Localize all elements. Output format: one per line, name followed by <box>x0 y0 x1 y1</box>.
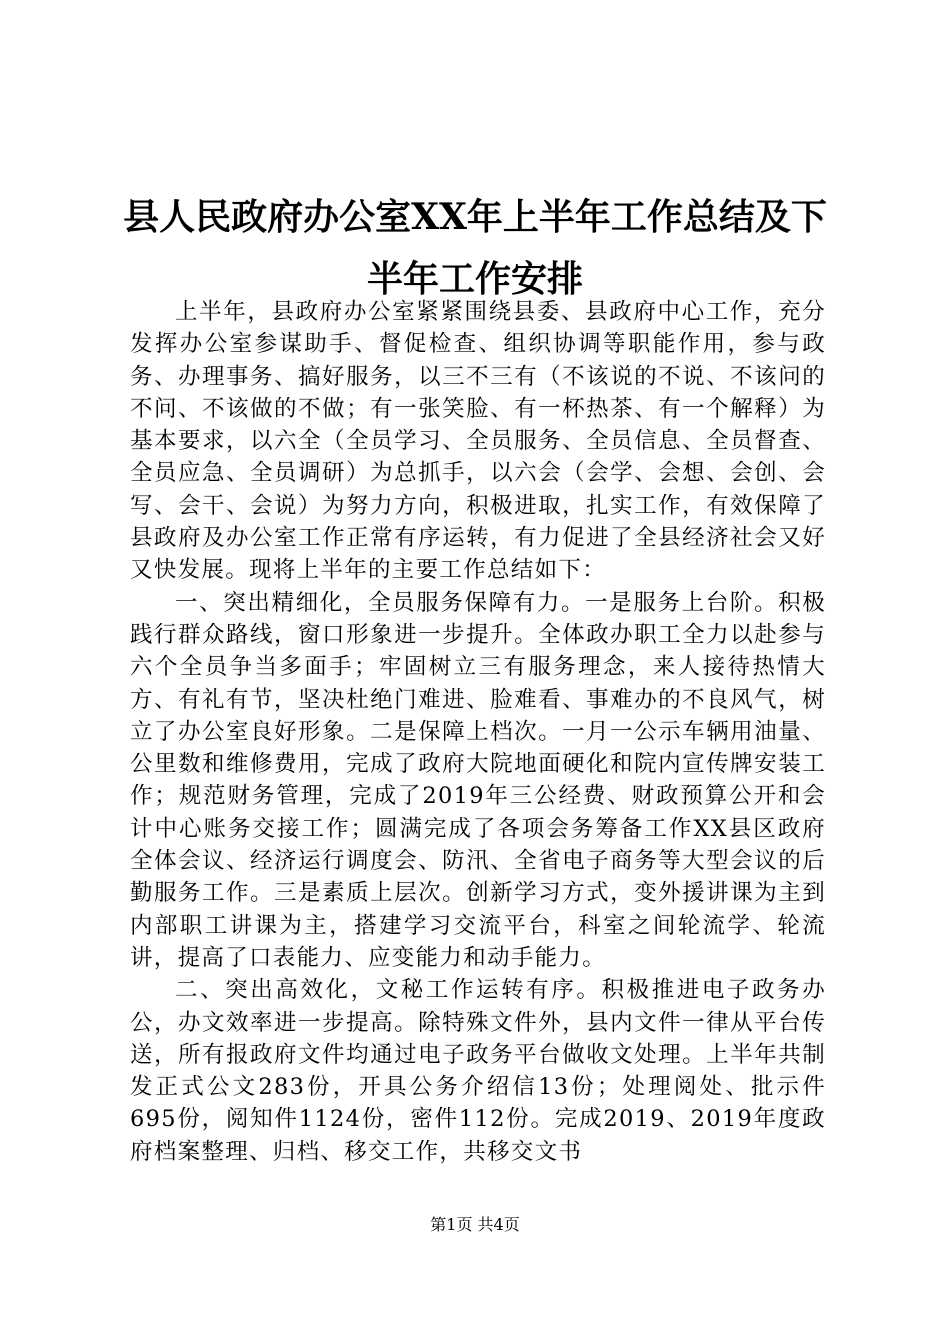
paragraph-intro: 上半年，县政府办公室紧紧围绕县委、县政府中心工作，充分发挥办公室参谋助手、督促检查、组织协调等职能作用，参与政务、办理事务、搞好服务，以三不三有（不该说的不说、不该问的不问、不该做的不做；有一张笑脸、有一杯热茶、有一个解释）为基本要求，以六全（全员学习、全员服务、全员信息、全员督查、全员应急、全员调研）为总抓手，以六会（会学、会想、会创、会写、会干、会说）为努力方向，积极进取，扎实工作，有效保障了县政府及办公室工作正常有序运转，有力促进了全县经济社会又好又快发展。现将上半年的主要工作总结如下： <box>130 299 826 584</box>
paragraph-section-two: 二、突出高效化，文秘工作运转有序。积极推进电子政务办公，办文效率进一步提高。除特殊文件外，县内文件一律从平台传送，所有报政府文件均通过电子政务平台做收文处理。上半年共制发正式公文283份，开具公务介绍信13份；处理阅处、批示件695份，阅知件1124份，密件112份。完成2019、2019年度政府档案整理、归档、移交工作，共移交文书 <box>130 977 826 1165</box>
page-number-footer: 第1页 共4页 <box>430 1215 520 1234</box>
document-title: 县人民政府办公室XX年上半年工作总结及下半年工作安排 <box>123 196 827 300</box>
document-body <box>130 296 826 1168</box>
paragraph-section-one: 一、突出精细化，全员服务保障有力。一是服务上台阶。积极践行群众路线，窗口形象进一步提升。全体政办职工全力以赴参与六个全员争当多面手；牢固树立三有服务理念，来人接待热情大方、有礼有节，坚决杜绝门难进、脸难看、事难办的不良风气，树立了办公室良好形象。二是保障上档次。一月一公示车辆用油量、公里数和维修费用，完成了政府大院地面硬化和院内宣传牌安装工作；规范财务管理，完成了2019年三公经费、财政预算公开和会计中心账务交接工作；圆满完成了各项会务筹备工作XX县区政府全体会议、经济运行调度会、防汛、全省电子商务等大型会议的后勤服务工作。三是素质上层次。创新学习方式，变外援讲课为主到内部职工讲课为主，搭建学习交流平台，科室之间轮流学、轮流讲，提高了口表能力、应变能力和动手能力。 <box>130 589 826 971</box>
